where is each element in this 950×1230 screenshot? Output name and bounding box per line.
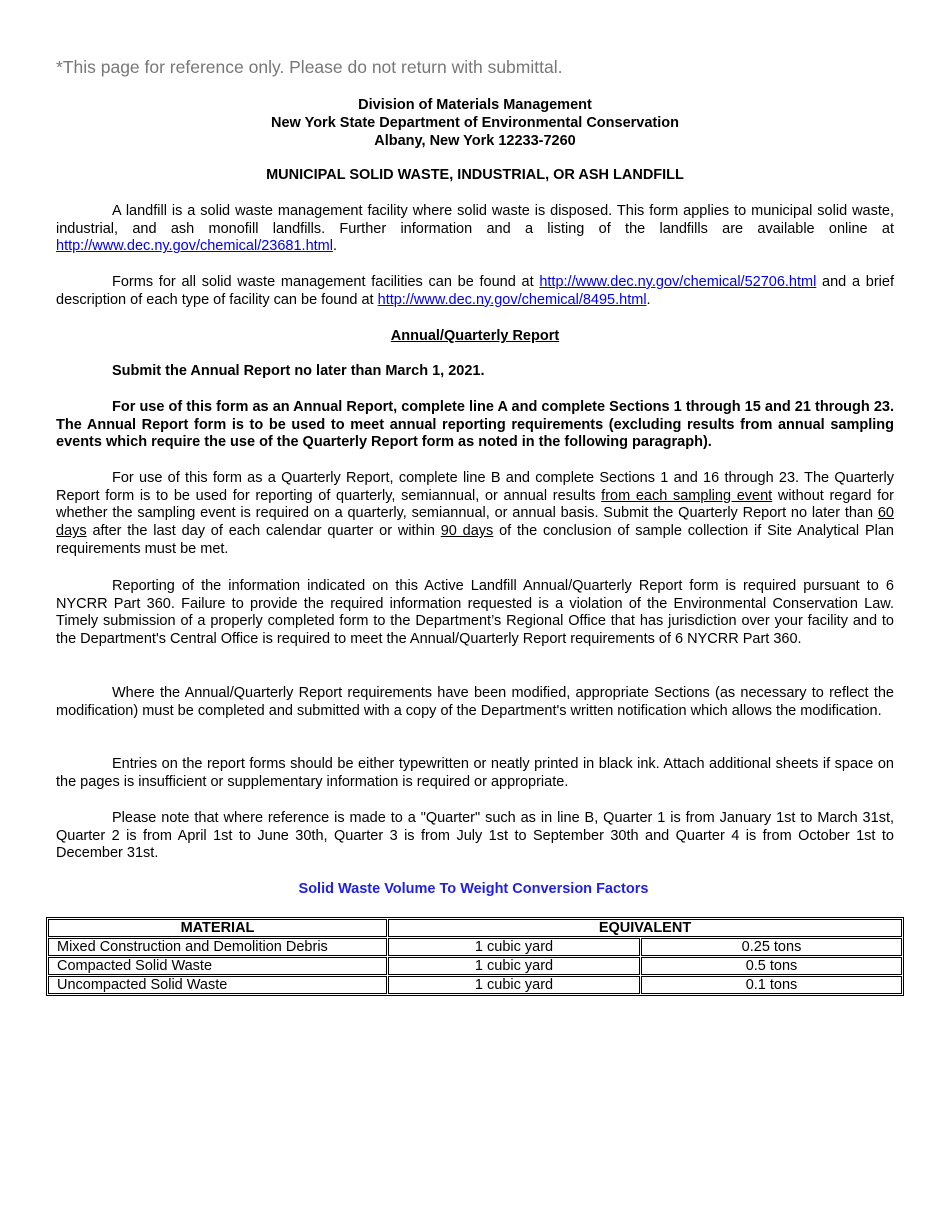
equivalent-column-header: EQUIVALENT (388, 919, 902, 937)
conversion-table (46, 917, 904, 996)
table-row (48, 976, 902, 994)
intro-text: A landfill is a solid waste management facility where solid waste is disposed. This form applies to municipal solid waste, industrial, and ash monofill landfills. Further information and a listing of the landfills are available online at (56, 203, 894, 237)
department-name: New York State Department of Environmental Conservation (271, 115, 679, 131)
forms-link[interactable]: http://www.dec.ny.gov/chemical/52706.html (539, 274, 817, 290)
page-title: MUNICIPAL SOLID WASTE, INDUSTRIAL, OR ASH LANDFILL (266, 167, 684, 183)
weight-cell: 0.1 tons (641, 976, 902, 994)
reference-note: *This page for reference only. Please do not return with submittal. (56, 57, 563, 77)
table-row (48, 938, 902, 956)
quarterly-text-3: after the last day of each calendar quarter or within (86, 523, 441, 540)
agency-address: Albany, New York 12233-7260 (374, 133, 576, 149)
table-row (48, 957, 902, 975)
landfill-list-link[interactable]: http://www.dec.ny.gov/chemical/23681.html (56, 238, 333, 255)
intro-paragraph (56, 203, 894, 256)
forms-text-1: Forms for all solid waste management facilities can be found at (112, 274, 540, 290)
volume-cell: 1 cubic yard (388, 976, 640, 994)
quarterly-underline-3: 90 days (440, 523, 494, 540)
forms-end: . (646, 291, 651, 308)
reporting-requirements: Reporting of the information indicated on this Active Landfill Annual/Quarterly Report form is required pursuant to 6 NYCRR Part 360. Failure to provide the required information requested is a violation of the Environmental Conservation Law. Timely submission of a properly completed form to the Department’s Regional Office that has jurisdiction over your facility and to the Department's Central Office is required to meet the Annual/Quarterly Report requirements of 6 NYCRR Part 360. (56, 578, 894, 648)
quarterly-text-4: of the conclusion of sample collection if Site Analytical Plan requirements must be met. (56, 523, 894, 557)
quarterly-underline-2: 60 days (56, 505, 894, 540)
weight-cell: 0.5 tons (641, 957, 902, 975)
quarters-note: Please note that where reference is made to a "Quarter" such as in line B, Quarter 1 is from January 1st to March 31st, Quarter 2 is from April 1st to June 30th, Quarter 3 is from July 1st to September 30th and Quarter 4 is from October 1st to December 31st. (56, 810, 894, 862)
quarterly-text-2: without regard for whether the sampling event is required on a quarterly, semiannual, or annual basis. Submit the Quarterly Report no later than (56, 487, 894, 522)
modification-note: Where the Annual/Quarterly Report requirements have been modified, appropriate Sections (as necessary to reflect the modification) must be completed and submitted with a copy of the Department's written notification which allows the modification. (56, 685, 894, 719)
submit-deadline: Submit the Annual Report no later than March 1, 2021. (112, 363, 485, 379)
agency-header (56, 96, 894, 150)
division-name: Division of Materials Management (358, 97, 592, 113)
volume-cell: 1 cubic yard (388, 957, 640, 975)
quarterly-underline-1: from each sampling event (601, 487, 773, 504)
annual-report-instructions: For use of this form as an Annual Report, complete line A and complete Sections 1 through 15 and 21 through 23. The Annual Report form is to be used to meet annual reporting requirements (excluding results from annual sampling events which require the use of the Quarterly Report form as noted in the following paragraph). (56, 399, 894, 451)
weight-cell: 0.25 tons (641, 938, 902, 956)
section-heading: Annual/Quarterly Report (390, 328, 560, 344)
intro-end: . (332, 238, 338, 255)
facility-types-link[interactable]: http://www.dec.ny.gov/chemical/8495.html (377, 291, 647, 308)
forms-paragraph (56, 274, 894, 309)
material-cell: Compacted Solid Waste (48, 957, 387, 975)
table-header-row (48, 919, 902, 937)
conversion-table-title: Solid Waste Volume To Weight Conversion Factors (298, 881, 649, 897)
quarterly-text-1: For use of this form as a Quarterly Report, complete line B and complete Sections 1 and 16 through 23. The Quarterly Report form is to be used for reporting of quarterly, semiannual, or annual results (56, 470, 894, 504)
forms-text-2: and a brief description of each type of facility can be found at (56, 274, 894, 308)
quarterly-report-instructions (56, 470, 894, 559)
material-cell: Uncompacted Solid Waste (48, 976, 387, 994)
material-column-header: MATERIAL (48, 919, 387, 937)
entries-note: Entries on the report forms should be either typewritten or neatly printed in black ink. Attach additional sheets if space on the pages is insufficient or supplementary information is required or appropriate. (56, 756, 894, 790)
material-cell: Mixed Construction and Demolition Debris (48, 938, 387, 956)
volume-cell: 1 cubic yard (388, 938, 640, 956)
